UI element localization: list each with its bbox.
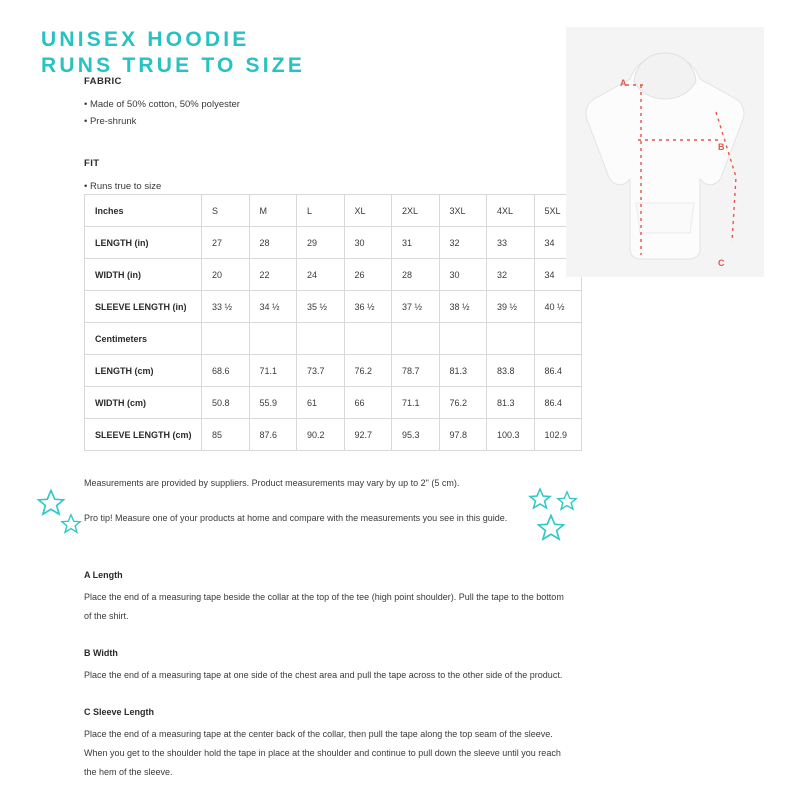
table-cell: 26 (344, 259, 392, 291)
column-header: Inches (85, 195, 202, 227)
hoodie-illustration (566, 27, 764, 277)
column-header: M (249, 195, 297, 227)
table-cell: 76.2 (344, 355, 392, 387)
table-cell: 32 (439, 227, 487, 259)
row-label: LENGTH (in) (85, 227, 202, 259)
table-cell: 90.2 (297, 419, 345, 451)
column-header: 4XL (487, 195, 535, 227)
row-label: LENGTH (cm) (85, 355, 202, 387)
table-cell: 28 (249, 227, 297, 259)
table-cell: 29 (297, 227, 345, 259)
definition-b (84, 644, 572, 685)
column-header: S (202, 195, 250, 227)
table-cell (439, 323, 487, 355)
table-cell: 40 ½ (534, 291, 582, 323)
table-cell: 55.9 (249, 387, 297, 419)
table-cell: 92.7 (344, 419, 392, 451)
column-header: 2XL (392, 195, 440, 227)
table-row (85, 355, 582, 387)
table-cell: 68.6 (202, 355, 250, 387)
fabric-heading: FABRIC (84, 76, 122, 87)
table-cell: 86.4 (534, 355, 582, 387)
column-header: L (297, 195, 345, 227)
title-line-2: RUNS TRUE TO SIZE (41, 54, 306, 77)
table-cell (392, 323, 440, 355)
table-cell: 28 (392, 259, 440, 291)
definition-title: A Length (84, 570, 123, 580)
table-cell: 100.3 (487, 419, 535, 451)
table-cell: 24 (297, 259, 345, 291)
table-cell: 76.2 (439, 387, 487, 419)
table-cell: 78.7 (392, 355, 440, 387)
marker-b-label: B (718, 142, 725, 152)
page-title (41, 27, 305, 79)
table-row (85, 259, 582, 291)
fit-item: • Runs true to size (84, 181, 162, 192)
column-header: XL (344, 195, 392, 227)
table-cell (249, 323, 297, 355)
marker-c-label: C (718, 258, 725, 268)
table-cell: 33 (487, 227, 535, 259)
table-cell: 86.4 (534, 387, 582, 419)
column-header: 5XL (534, 195, 582, 227)
pro-tip-note: Pro tip! Measure one of your products at home and compare with the measurements you see in this guide. (84, 513, 508, 523)
definition-body: Place the end of a measuring tape beside the collar at the top of the tee (high point shoulder). Pull the tape to the bottom of the shirt. (84, 592, 564, 621)
definition-c (84, 703, 572, 782)
marker-a-label: A (620, 78, 627, 88)
table-cell: 20 (202, 259, 250, 291)
table-cell: 33 ½ (202, 291, 250, 323)
star-decoration-icon (528, 487, 552, 511)
table-cell (534, 323, 582, 355)
table-cell: 95.3 (392, 419, 440, 451)
spacer (84, 130, 564, 158)
definition-a (84, 566, 572, 626)
table-cell: 30 (344, 227, 392, 259)
table-cell: 85 (202, 419, 250, 451)
table-cell: 32 (487, 259, 535, 291)
measurement-definitions (84, 566, 572, 800)
table-cell: 87.6 (249, 419, 297, 451)
table-cell: 35 ½ (297, 291, 345, 323)
table-cell: 36 ½ (344, 291, 392, 323)
table-cell (297, 323, 345, 355)
notes-section (84, 474, 564, 544)
definition-title: B Width (84, 648, 118, 658)
table-cell: 38 ½ (439, 291, 487, 323)
definition-body: Place the end of a measuring tape at one side of the chest area and pull the tape across to the other side of the product. (84, 670, 563, 680)
row-label: SLEEVE LENGTH (in) (85, 291, 202, 323)
column-header: 3XL (439, 195, 487, 227)
table-cell: 71.1 (392, 387, 440, 419)
star-decoration-icon (556, 490, 578, 512)
table-cell: 50.8 (202, 387, 250, 419)
table-cell: 30 (439, 259, 487, 291)
size-table (84, 194, 582, 451)
table-cell: 97.8 (439, 419, 487, 451)
star-decoration-icon (536, 513, 566, 543)
product-details (84, 76, 564, 195)
row-label: Centimeters (85, 323, 202, 355)
table-header-row (85, 195, 582, 227)
table-cell: 81.3 (487, 387, 535, 419)
table-cell: 66 (344, 387, 392, 419)
row-label: WIDTH (cm) (85, 387, 202, 419)
table-cell (344, 323, 392, 355)
definition-title: C Sleeve Length (84, 707, 155, 717)
table-row (85, 227, 582, 259)
row-label: WIDTH (in) (85, 259, 202, 291)
definition-body: Place the end of a measuring tape at the center back of the collar, then pull the tape along the top seam of the sleeve. When you get to the shoulder hold the tape in place at the shoulder and continue to pull down the sleeve until you reach the hem of the sleeve. (84, 729, 561, 777)
table-cell (487, 323, 535, 355)
table-cell: 71.1 (249, 355, 297, 387)
table-row (85, 323, 582, 355)
table-cell: 81.3 (439, 355, 487, 387)
table-cell (202, 323, 250, 355)
fit-heading: FIT (84, 158, 100, 169)
table-cell: 37 ½ (392, 291, 440, 323)
table-cell: 34 (534, 227, 582, 259)
fabric-item: • Made of 50% cotton, 50% polyester (84, 99, 240, 110)
star-decoration-icon (60, 513, 82, 535)
table-cell: 34 ½ (249, 291, 297, 323)
table-cell: 31 (392, 227, 440, 259)
table-cell: 34 (534, 259, 582, 291)
table-cell: 27 (202, 227, 250, 259)
measurement-note: Measurements are provided by suppliers. Product measurements may vary by up to 2" (5 cm). (84, 478, 460, 488)
table-cell: 83.8 (487, 355, 535, 387)
size-table-wrapper (84, 194, 567, 451)
table-row (85, 387, 582, 419)
table-cell: 102.9 (534, 419, 582, 451)
hoodie-diagram (566, 27, 764, 277)
title-line-1: UNISEX HOODIE (41, 28, 250, 51)
table-cell: 73.7 (297, 355, 345, 387)
fabric-item: • Pre-shrunk (84, 116, 137, 127)
table-row (85, 419, 582, 451)
table-cell: 39 ½ (487, 291, 535, 323)
table-cell: 61 (297, 387, 345, 419)
table-row (85, 291, 582, 323)
table-cell: 22 (249, 259, 297, 291)
row-label: SLEEVE LENGTH (cm) (85, 419, 202, 451)
